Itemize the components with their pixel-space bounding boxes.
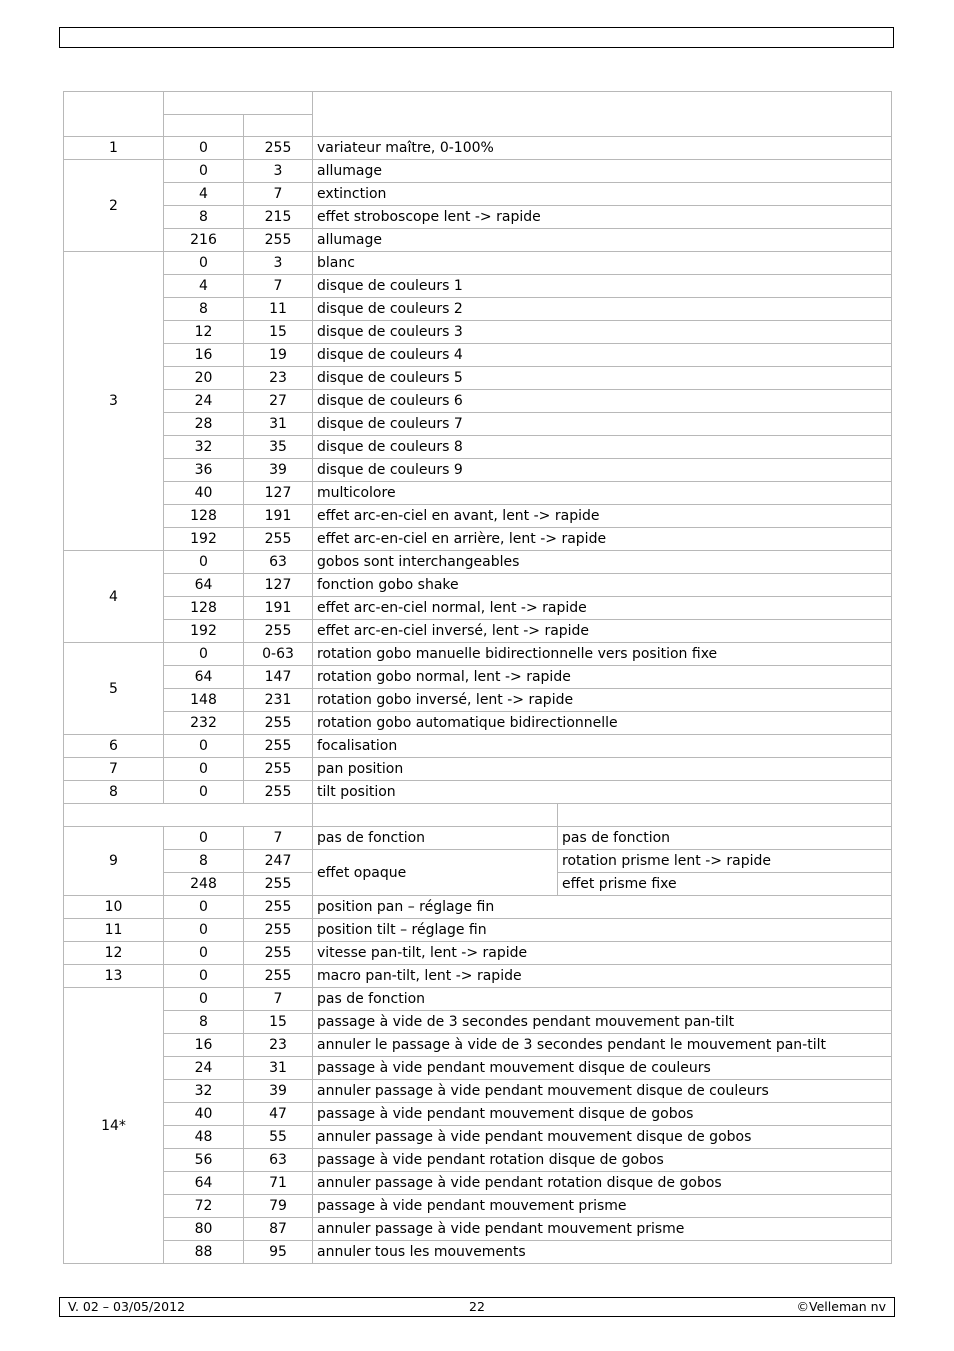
table-row: [64, 390, 892, 413]
function-cell: gobos sont interchangeables: [313, 551, 892, 574]
value-to-cell: 27: [244, 390, 313, 413]
value-to-cell: 215: [244, 206, 313, 229]
table-row: [64, 988, 892, 1011]
value-to-cell: 23: [244, 1034, 313, 1057]
table-row: [64, 643, 892, 666]
value-from-cell: 8: [164, 206, 244, 229]
value-from-cell: 0: [164, 551, 244, 574]
table-row: [64, 436, 892, 459]
function-cell: disque de couleurs 1: [313, 275, 892, 298]
function-cell: multicolore: [313, 482, 892, 505]
value-to-cell: 127: [244, 574, 313, 597]
function-cell: effet arc-en-ciel inversé, lent -> rapide: [313, 620, 892, 643]
dmx-channel-table: [63, 91, 892, 1264]
value-from-cell: 4: [164, 275, 244, 298]
function-cell: disque de couleurs 2: [313, 298, 892, 321]
table-row: [64, 229, 892, 252]
value-to-cell: 255: [244, 919, 313, 942]
table-row: [64, 321, 892, 344]
value-from-cell: 248: [164, 873, 244, 896]
value-to-cell: 255: [244, 873, 313, 896]
table-header-row: [64, 92, 892, 115]
value-to-cell: 87: [244, 1218, 313, 1241]
value-from-cell: 0: [164, 735, 244, 758]
table-row: [64, 183, 892, 206]
value-from-cell: 0: [164, 827, 244, 850]
function-cell: effet stroboscope lent -> rapide: [313, 206, 892, 229]
table-row: [64, 344, 892, 367]
value-from-cell: 48: [164, 1126, 244, 1149]
value-to-cell: 79: [244, 1195, 313, 1218]
value-to-cell: 95: [244, 1241, 313, 1264]
function-cell: disque de couleurs 5: [313, 367, 892, 390]
value-to-cell: 7: [244, 827, 313, 850]
value-from-cell: 128: [164, 597, 244, 620]
value-from-cell: 232: [164, 712, 244, 735]
table-row: [64, 528, 892, 551]
value-to-cell: 3: [244, 252, 313, 275]
function-cell: disque de couleurs 4: [313, 344, 892, 367]
function-cell: annuler passage à vide pendant mouvement disque de couleurs: [313, 1080, 892, 1103]
value-from-cell: 56: [164, 1149, 244, 1172]
channel-cell: 6: [64, 735, 164, 758]
value-from-cell: 0: [164, 160, 244, 183]
value-to-cell: 255: [244, 735, 313, 758]
value-from-cell: 128: [164, 505, 244, 528]
function-cell: extinction: [313, 183, 892, 206]
value-from-cell: 16: [164, 1034, 244, 1057]
value-to-cell: 255: [244, 528, 313, 551]
value-from-cell: 0: [164, 942, 244, 965]
value-to-cell: 19: [244, 344, 313, 367]
function-cell: passage à vide pendant mouvement disque de gobos: [313, 1103, 892, 1126]
value-to-cell: 255: [244, 896, 313, 919]
channel-cell: 3: [64, 252, 164, 551]
value-to-cell: 7: [244, 275, 313, 298]
function-cell: disque de couleurs 6: [313, 390, 892, 413]
function-cell: disque de couleurs 9: [313, 459, 892, 482]
header-function-cell: [313, 92, 892, 137]
value-to-cell: 11: [244, 298, 313, 321]
value-from-cell: 72: [164, 1195, 244, 1218]
value-from-cell: 0: [164, 252, 244, 275]
value-to-cell: 255: [244, 712, 313, 735]
value-from-cell: 148: [164, 689, 244, 712]
function-cell: passage à vide de 3 secondes pendant mouvement pan-tilt: [313, 1011, 892, 1034]
value-from-cell: 20: [164, 367, 244, 390]
function-cell: variateur maître, 0-100%: [313, 137, 892, 160]
channel-cell: 5: [64, 643, 164, 735]
page-footer: [59, 1297, 895, 1317]
value-from-cell: 64: [164, 574, 244, 597]
value-from-cell: 0: [164, 965, 244, 988]
value-from-cell: 80: [164, 1218, 244, 1241]
value-to-cell: 255: [244, 781, 313, 804]
value-to-cell: 255: [244, 942, 313, 965]
function-cell: allumage: [313, 229, 892, 252]
value-from-cell: 0: [164, 643, 244, 666]
function-cell: position tilt – réglage fin: [313, 919, 892, 942]
channel-cell: 10: [64, 896, 164, 919]
function-cell: focalisation: [313, 735, 892, 758]
function-cell: annuler passage à vide pendant mouvement disque de gobos: [313, 1126, 892, 1149]
function-cell: allumage: [313, 160, 892, 183]
value-to-cell: 39: [244, 459, 313, 482]
separator-cell: [558, 804, 892, 827]
function-cell: annuler passage à vide pendant rotation disque de gobos: [313, 1172, 892, 1195]
function-cell: passage à vide pendant rotation disque de gobos: [313, 1149, 892, 1172]
value-from-cell: 216: [164, 229, 244, 252]
channel-cell: 1: [64, 137, 164, 160]
table-row: [64, 758, 892, 781]
value-from-cell: 8: [164, 298, 244, 321]
function-cell: rotation gobo normal, lent -> rapide: [313, 666, 892, 689]
table-row: [64, 298, 892, 321]
table-row: [64, 1034, 892, 1057]
function-cell: disque de couleurs 7: [313, 413, 892, 436]
table-row: [64, 965, 892, 988]
header-from-cell: [164, 115, 244, 137]
table-row: [64, 482, 892, 505]
value-from-cell: 8: [164, 1011, 244, 1034]
function-cell: annuler le passage à vide de 3 secondes pendant le mouvement pan-tilt: [313, 1034, 892, 1057]
value-from-cell: 88: [164, 1241, 244, 1264]
function-cell: effet arc-en-ciel en avant, lent -> rapide: [313, 505, 892, 528]
value-from-cell: 32: [164, 436, 244, 459]
table-row: [64, 1241, 892, 1264]
value-from-cell: 40: [164, 482, 244, 505]
table-row: [64, 206, 892, 229]
value-from-cell: 4: [164, 183, 244, 206]
function-cell: effet arc-en-ciel normal, lent -> rapide: [313, 597, 892, 620]
table-separator-row: [64, 804, 892, 827]
value-from-cell: 28: [164, 413, 244, 436]
function-cell: passage à vide pendant mouvement prisme: [313, 1195, 892, 1218]
function-cell: tilt position: [313, 781, 892, 804]
value-from-cell: 0: [164, 919, 244, 942]
value-from-cell: 192: [164, 620, 244, 643]
function-cell: position pan – réglage fin: [313, 896, 892, 919]
value-from-cell: 8: [164, 850, 244, 873]
table-row: [64, 827, 892, 850]
value-from-cell: 0: [164, 896, 244, 919]
value-to-cell: 147: [244, 666, 313, 689]
value-from-cell: 12: [164, 321, 244, 344]
channel-cell: 13: [64, 965, 164, 988]
table-row: [64, 919, 892, 942]
table-row: [64, 1149, 892, 1172]
value-to-cell: 0-63: [244, 643, 313, 666]
value-to-cell: 55: [244, 1126, 313, 1149]
value-to-cell: 255: [244, 965, 313, 988]
footer-page-number: 22: [469, 1299, 485, 1314]
page-header-box: [59, 27, 894, 48]
value-from-cell: 24: [164, 390, 244, 413]
function-cell: annuler passage à vide pendant mouvement prisme: [313, 1218, 892, 1241]
function-cell: vitesse pan-tilt, lent -> rapide: [313, 942, 892, 965]
function-cell: blanc: [313, 252, 892, 275]
value-to-cell: 39: [244, 1080, 313, 1103]
value-to-cell: 247: [244, 850, 313, 873]
function-cell: rotation gobo manuelle bidirectionnelle vers position fixe: [313, 643, 892, 666]
function-alt-cell: pas de fonction: [558, 827, 892, 850]
value-to-cell: 47: [244, 1103, 313, 1126]
header-value-cell: [164, 92, 313, 115]
value-from-cell: 0: [164, 988, 244, 1011]
value-to-cell: 7: [244, 183, 313, 206]
table-row: [64, 942, 892, 965]
table-row: [64, 896, 892, 919]
channel-cell: 9: [64, 827, 164, 896]
value-to-cell: 15: [244, 321, 313, 344]
function-cell: pas de fonction: [313, 988, 892, 1011]
header-to-cell: [244, 115, 313, 137]
separator-cell: [313, 804, 558, 827]
footer-copyright: ©Velleman nv: [796, 1299, 886, 1314]
table-row: [64, 413, 892, 436]
value-to-cell: 191: [244, 505, 313, 528]
value-to-cell: 191: [244, 597, 313, 620]
value-to-cell: 3: [244, 160, 313, 183]
table-row: [64, 712, 892, 735]
value-from-cell: 0: [164, 137, 244, 160]
table-row: [64, 620, 892, 643]
value-from-cell: 32: [164, 1080, 244, 1103]
table-row: [64, 1103, 892, 1126]
separator-cell: [64, 804, 313, 827]
value-to-cell: 23: [244, 367, 313, 390]
table-row: [64, 781, 892, 804]
table-row: [64, 459, 892, 482]
table-row: [64, 252, 892, 275]
value-to-cell: 35: [244, 436, 313, 459]
table-row: [64, 735, 892, 758]
channel-cell: 12: [64, 942, 164, 965]
value-from-cell: 192: [164, 528, 244, 551]
function-alt-cell: effet prisme fixe: [558, 873, 892, 896]
table-row: [64, 1126, 892, 1149]
value-to-cell: 31: [244, 413, 313, 436]
table-row: [64, 367, 892, 390]
table-row: [64, 551, 892, 574]
function-cell: pas de fonction: [313, 827, 558, 850]
table-row: [64, 1080, 892, 1103]
value-to-cell: 231: [244, 689, 313, 712]
table-row: [64, 160, 892, 183]
table-row: [64, 689, 892, 712]
function-cell: annuler tous les mouvements: [313, 1241, 892, 1264]
value-to-cell: 255: [244, 620, 313, 643]
value-to-cell: 31: [244, 1057, 313, 1080]
value-from-cell: 0: [164, 781, 244, 804]
value-from-cell: 40: [164, 1103, 244, 1126]
function-cell: disque de couleurs 8: [313, 436, 892, 459]
channel-cell: 7: [64, 758, 164, 781]
function-cell: effet arc-en-ciel en arrière, lent -> rapide: [313, 528, 892, 551]
function-cell: macro pan-tilt, lent -> rapide: [313, 965, 892, 988]
channel-cell: 11: [64, 919, 164, 942]
value-to-cell: 63: [244, 1149, 313, 1172]
table-row: [64, 850, 892, 873]
table-row: [64, 1057, 892, 1080]
value-from-cell: 36: [164, 459, 244, 482]
footer-version: V. 02 – 03/05/2012: [68, 1299, 186, 1314]
value-from-cell: 24: [164, 1057, 244, 1080]
table-row: [64, 574, 892, 597]
value-to-cell: 255: [244, 229, 313, 252]
table-row: [64, 275, 892, 298]
value-to-cell: 71: [244, 1172, 313, 1195]
value-from-cell: 0: [164, 758, 244, 781]
table-row: [64, 597, 892, 620]
value-from-cell: 64: [164, 1172, 244, 1195]
value-from-cell: 16: [164, 344, 244, 367]
function-cell: effet opaque: [313, 850, 558, 896]
table-row: [64, 1218, 892, 1241]
header-channel-cell: [64, 92, 164, 137]
table-row: [64, 1195, 892, 1218]
function-cell: fonction gobo shake: [313, 574, 892, 597]
table-row: [64, 666, 892, 689]
function-alt-cell: rotation prisme lent -> rapide: [558, 850, 892, 873]
value-to-cell: 255: [244, 137, 313, 160]
channel-cell: 14*: [64, 988, 164, 1264]
function-cell: rotation gobo automatique bidirectionnelle: [313, 712, 892, 735]
channel-cell: 2: [64, 160, 164, 252]
channel-cell: 4: [64, 551, 164, 643]
value-to-cell: 15: [244, 1011, 313, 1034]
value-to-cell: 7: [244, 988, 313, 1011]
value-from-cell: 64: [164, 666, 244, 689]
channel-cell: 8: [64, 781, 164, 804]
table-row: [64, 1172, 892, 1195]
value-to-cell: 63: [244, 551, 313, 574]
table-row: [64, 137, 892, 160]
value-to-cell: 127: [244, 482, 313, 505]
table-row: [64, 1011, 892, 1034]
table-row: [64, 505, 892, 528]
function-cell: passage à vide pendant mouvement disque de couleurs: [313, 1057, 892, 1080]
value-to-cell: 255: [244, 758, 313, 781]
function-cell: pan position: [313, 758, 892, 781]
function-cell: disque de couleurs 3: [313, 321, 892, 344]
function-cell: rotation gobo inversé, lent -> rapide: [313, 689, 892, 712]
